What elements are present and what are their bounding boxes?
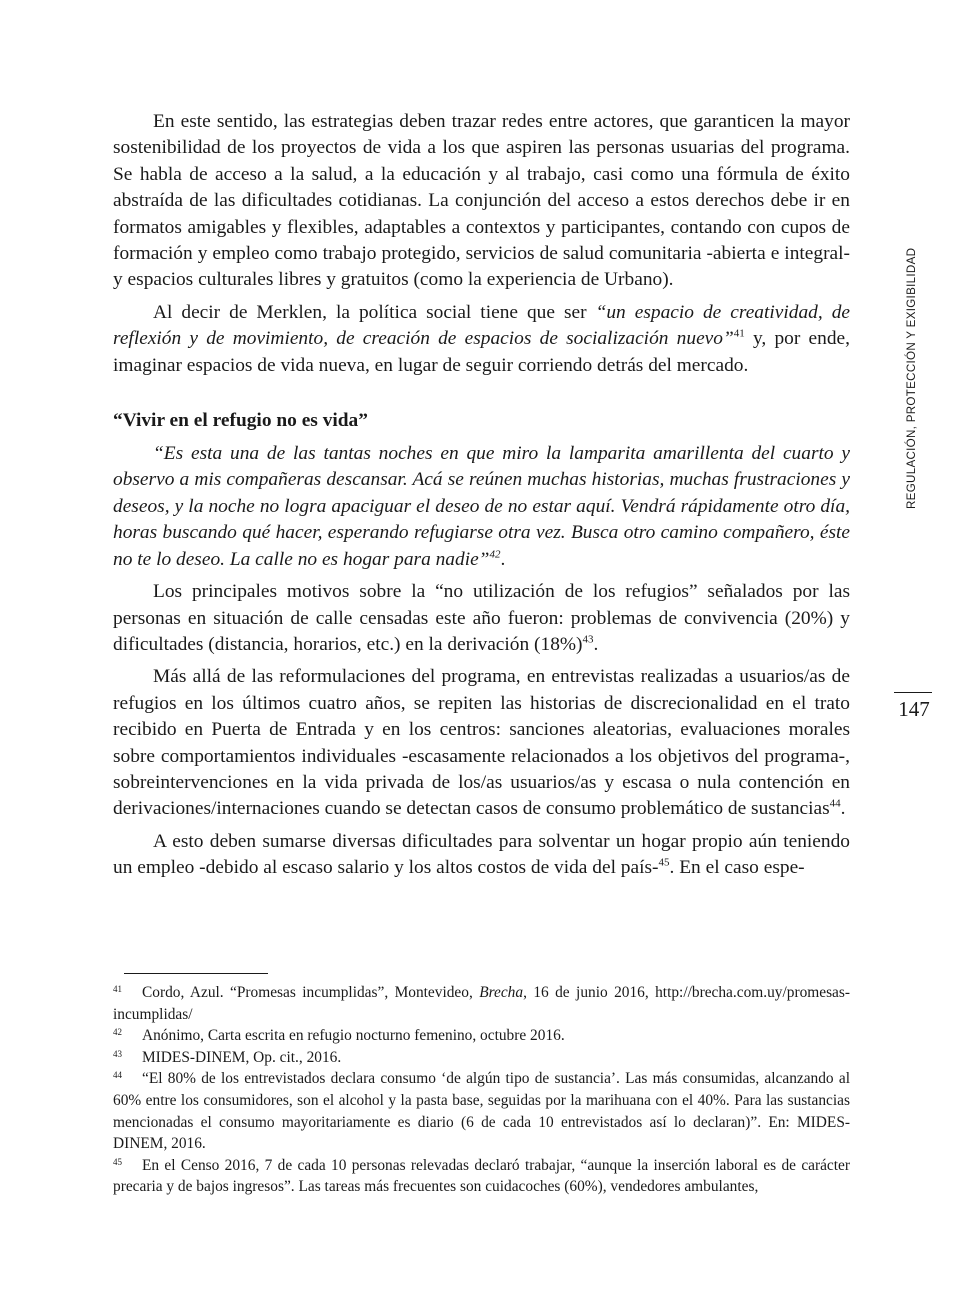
paragraph-6 bbox=[113, 829, 850, 882]
paragraph-3-end: . bbox=[500, 548, 506, 570]
footnote-text: Cordo, Azul. “Promesas incumplidas”, Montevideo, bbox=[142, 984, 480, 1001]
footnotes bbox=[113, 982, 850, 1198]
footnote-separator bbox=[124, 973, 268, 974]
footnote-number: 44 bbox=[113, 1070, 122, 1081]
footnote-ref-45[interactable]: 45 bbox=[658, 856, 670, 869]
paragraph-5-text: Más allá de las reformulaciones del programa, en entrevistas realizadas a usuarios/as de refugios en los últimos cuatro años, se repiten las historias de discrecionalidad en el trato recibido en Puerta de Entrada y en los centros: sanciones aleatorias, evaluaciones morales sobre comportamientos individuales -escasamente relacionados a los objetivos del programa-, sobreintervenciones en la vida privada de los/as usuarios/as y escasa o nula contención en derivaciones/internaciones cuando se detectan casos de consumo problemático de sustancias bbox=[113, 666, 850, 820]
section-heading: “Vivir en el refugio no es vida” bbox=[113, 410, 368, 432]
paragraph-1 bbox=[113, 109, 850, 294]
footnote-italic: Brecha bbox=[479, 984, 524, 1001]
footnote-ref-42[interactable]: 42 bbox=[489, 548, 501, 561]
letter-quote: “Es esta una de las tantas noches en que miro la lamparita amarillenta del cuarto y observo a mis compañeras descansar. Acá se reúnen muchas historias, muchas frustraciones y deseos, y la noche no logra apaciguar el deseo de no estar aquí. Vendrá rápidamente otro día, horas buscando qué hacer, esperando refugiarse otra vez. Busca otro camino compañero, éste no te lo deseo. La calle no es hogar para nadie” bbox=[113, 443, 850, 570]
paragraph-4-end: . bbox=[593, 633, 599, 655]
footnote-ref-44[interactable]: 44 bbox=[829, 797, 841, 810]
footnote-text: “El 80% de los entrevistados declara consumo ‘de algún tipo de sustancia’. Las más consumidas, alcanzando al 60% entre los consumidores, son el alcohol y la pasta base, seguidas por la marihuana con el 40%. Para las sustancias mencionadas el consumo mayoritariamente es diario (6 de cada 10 entrevistados así lo declaran)”. En: MIDES-DINEM, 2016. bbox=[113, 1070, 850, 1153]
paragraph-2-text-a: Al decir de Merklen, la política social tiene que ser bbox=[153, 301, 596, 323]
running-header-vertical: REGULACIÓN, PROTECCIÓN Y EXIGIBILIDAD bbox=[905, 247, 918, 509]
footnote-45 bbox=[113, 1155, 850, 1198]
paragraph-4-text: Los principales motivos sobre la “no utilización de los refugios” señalados por las personas en situación de calle censadas este año fueron: problemas de convivencia (20%) y dificultades (distancia, horarios, etc.) en la derivación (18%) bbox=[113, 581, 850, 655]
footnote-number: 43 bbox=[113, 1048, 122, 1059]
merklen-quote: “un espacio de creatividad, de reflexión y de movimiento, de creación de espacios de socialización nuevo” bbox=[113, 301, 850, 350]
footnote-text: Anónimo, Carta escrita en refugio nocturno femenino, octubre 2016. bbox=[142, 1027, 565, 1045]
paragraph-4 bbox=[113, 579, 850, 658]
paragraph-1-text: En este sentido, las estrategias deben trazar redes entre actores, que garanticen la mayor sostenibilidad de los proyectos de vida a los que aspiren las personas usuarias del programa. Se habla de acceso a la salud, a la educación y al trabajo, casi como una fórmula de éxito abstraída de las dificultades cotidianas. La conjunción del acceso a estos derechos debe ir en formatos amigables y flexibles, adaptables a contextos y participantes, contando con cupos de formación y empleo como trabajo protegido, servicios de salud comunitaria -abierta e integral- y espacios culturales libres y gratuitos (como la experiencia de Urbano). bbox=[113, 111, 850, 291]
footnote-text: MIDES-DINEM, Op. cit., 2016. bbox=[142, 1048, 342, 1066]
paragraph-5-end: . bbox=[840, 798, 846, 820]
paragraph-3-quote bbox=[113, 441, 850, 573]
footnote-42 bbox=[113, 1025, 850, 1047]
paragraph-6-text-a: A esto deben sumarse diversas dificultades para solventar un hogar propio aún teniendo un empleo -debido al escaso salario y los altos costos de vida del país- bbox=[113, 830, 850, 879]
paragraph-2-text-b: y, por ende, imaginar espacios de vida nueva, en lugar de seguir corriendo detrás del mercado. bbox=[113, 328, 850, 376]
paragraph-2 bbox=[113, 300, 850, 379]
paragraph-5 bbox=[113, 664, 850, 822]
footnote-url[interactable]: , 16 de junio 2016, http://brecha.com.uy/promesas-incumplidas/ bbox=[113, 984, 850, 1023]
footnote-number: 45 bbox=[113, 1156, 122, 1167]
footnote-43 bbox=[113, 1047, 850, 1069]
footnote-41 bbox=[113, 982, 850, 1025]
page-number-rule bbox=[894, 692, 932, 693]
footnote-number: 41 bbox=[113, 984, 122, 994]
footnote-44 bbox=[113, 1068, 850, 1154]
footnote-number: 42 bbox=[113, 1027, 122, 1038]
footnote-ref-43[interactable]: 43 bbox=[582, 633, 594, 646]
main-text bbox=[113, 109, 850, 888]
page-number: 147 bbox=[898, 697, 930, 721]
paragraph-6-text-b: . En el caso espe- bbox=[669, 857, 805, 879]
footnote-ref-41[interactable]: 41 bbox=[733, 327, 745, 340]
footnote-text: En el Censo 2016, 7 de cada 10 personas relevadas declaró trabajar, “aunque la inserción laboral es de carácter precaria y de bajos ingresos”. Las tareas más frecuentes son cuidacoches (60%), vendedores ambulantes, bbox=[113, 1156, 850, 1196]
